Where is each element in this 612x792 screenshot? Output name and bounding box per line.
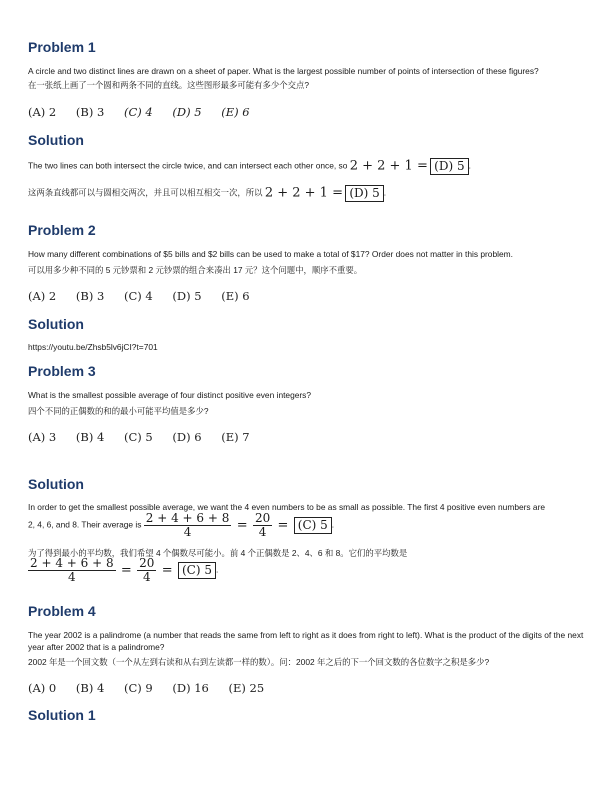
problem-3-solution-en-2 <box>28 512 334 539</box>
option-a: (A) 2 <box>28 289 57 303</box>
answer-box: (C) 5 <box>294 517 332 534</box>
fraction-numerator: 2 + 4 + 6 + 8 <box>145 511 230 525</box>
fraction-result <box>253 512 272 539</box>
option-d: (D) 16 <box>172 681 209 695</box>
problem-4-text-zh: 2002 年是一个回文数（一个从左到右读和从右到左读都一样的数）。问：2002 年之后的下一个回文数的各位数字之积是多少? <box>28 657 490 667</box>
equals-sign: = <box>120 562 132 578</box>
problem-4-text-en: The year 2002 is a palindrome (a number that reads the same from left to right as it does from right to left). What is the product of the digits of the next year after 2002 that is a palindrome? <box>28 630 584 652</box>
answer-box: (C) 5 <box>178 562 216 579</box>
problem-3-solution-title: Solution <box>28 476 84 492</box>
option-d: (D) 6 <box>172 430 202 444</box>
problem-3-solution-en-1: In order to get the smallest possible average, we want the 4 even numbers to be as small as possible. The first 4 positive even numbers are <box>28 502 546 512</box>
option-e: (E) 7 <box>221 430 250 444</box>
problem-3-solution-zh-math <box>28 557 218 584</box>
problem-4-options <box>28 681 280 695</box>
problem-3-options <box>28 430 266 444</box>
option-d: (D) 5 <box>172 105 202 119</box>
equals-sign: = <box>161 562 173 578</box>
fraction-result <box>137 557 156 584</box>
problem-1-text-zh: 在一张纸上画了一个圆和两条不同的直线。这些图形最多可能有多少个交点? <box>28 80 310 90</box>
solution-text: The two lines can both intersect the circle twice, and can intersect each other once, so <box>28 160 348 171</box>
problem-1-options <box>28 105 266 119</box>
fraction-denominator: 4 <box>67 570 76 584</box>
problem-3-text-en: What is the smallest possible average of four distinct positive even integers? <box>28 390 312 400</box>
option-a: (A) 2 <box>28 105 57 119</box>
fraction-denominator: 4 <box>142 570 151 584</box>
fraction-numerator: 20 <box>139 556 155 570</box>
option-a: (A) 0 <box>28 681 57 695</box>
option-d: (D) 5 <box>172 289 202 303</box>
answer-box: (D) 5 <box>430 158 468 175</box>
problem-2-options <box>28 289 266 303</box>
option-a: (A) 3 <box>28 430 57 444</box>
problem-4-solution-title: Solution 1 <box>28 707 96 723</box>
fraction-numerator: 20 <box>254 511 271 525</box>
fraction-sum <box>28 557 116 584</box>
equals-sign: = <box>236 517 248 533</box>
option-b: (B) 4 <box>75 430 105 444</box>
problem-3-title: Problem 3 <box>28 363 96 379</box>
problem-1-title: Problem 1 <box>28 39 96 55</box>
solution-expression: 2 + 2 + 1 = <box>349 158 428 174</box>
fraction-numerator: 2 + 4 + 6 + 8 <box>30 556 114 570</box>
option-c: (C) 4 <box>123 289 153 303</box>
problem-3-solution-zh: 为了得到最小的平均数，我们希望 4 个偶数尽可能小。前 4 个正偶数是 2、4、6 和 8。它们的平均数是 <box>28 548 408 558</box>
option-b: (B) 3 <box>75 289 105 303</box>
problem-3-text-zh: 四个不同的正偶数的和的最小可能平均值是多少? <box>28 406 209 416</box>
solution-text-zh: 这两条直线都可以与圆相交两次，并且可以相互相交一次，所以 <box>28 187 263 198</box>
equals-sign: = <box>277 517 289 533</box>
problem-1-text-en: A circle and two distinct lines are drawn on a sheet of paper. What is the largest possible number of points of intersection of these figures? <box>28 66 539 76</box>
period: . <box>331 519 335 530</box>
option-e: (E) 6 <box>221 289 250 303</box>
problem-1-solution-title: Solution <box>28 132 84 148</box>
problem-2-title: Problem 2 <box>28 222 96 238</box>
problem-2-solution-title: Solution <box>28 316 84 332</box>
option-c: (C) 4 <box>123 105 153 119</box>
answer-box-zh: (D) 5 <box>345 185 383 202</box>
problem-4-title: Problem 4 <box>28 603 96 619</box>
problem-1-solution-zh <box>28 185 386 202</box>
problem-1-solution-en <box>28 158 471 175</box>
option-c: (C) 5 <box>123 430 153 444</box>
fraction-denominator: 4 <box>258 525 267 539</box>
problem-2-solution-link[interactable]: https://youtu.be/Zhsb5lv6jCI?t=701 <box>28 342 158 352</box>
option-b: (B) 4 <box>75 681 105 695</box>
fraction-sum <box>144 512 232 539</box>
option-b: (B) 3 <box>75 105 105 119</box>
option-e: (E) 6 <box>221 105 250 119</box>
period: . <box>468 160 471 171</box>
problem-2-text-zh: 可以用多少种不同的 5 元钞票和 2 元钞票的组合来凑出 17 元？这个问题中，顺序不重要。 <box>28 265 363 275</box>
solution-expression-zh: 2 + 2 + 1 = <box>264 185 343 201</box>
option-c: (C) 9 <box>123 681 153 695</box>
problem-2-text-en: How many different combinations of $5 bills and $2 bills can be used to make a total of $17? Order does not matter in this problem. <box>28 249 513 259</box>
period: . <box>216 564 219 575</box>
solution-text: 2, 4, 6, and 8. Their average is <box>28 519 142 530</box>
fraction-denominator: 4 <box>183 525 192 539</box>
period: . <box>383 187 387 198</box>
option-e: (E) 25 <box>228 681 265 695</box>
